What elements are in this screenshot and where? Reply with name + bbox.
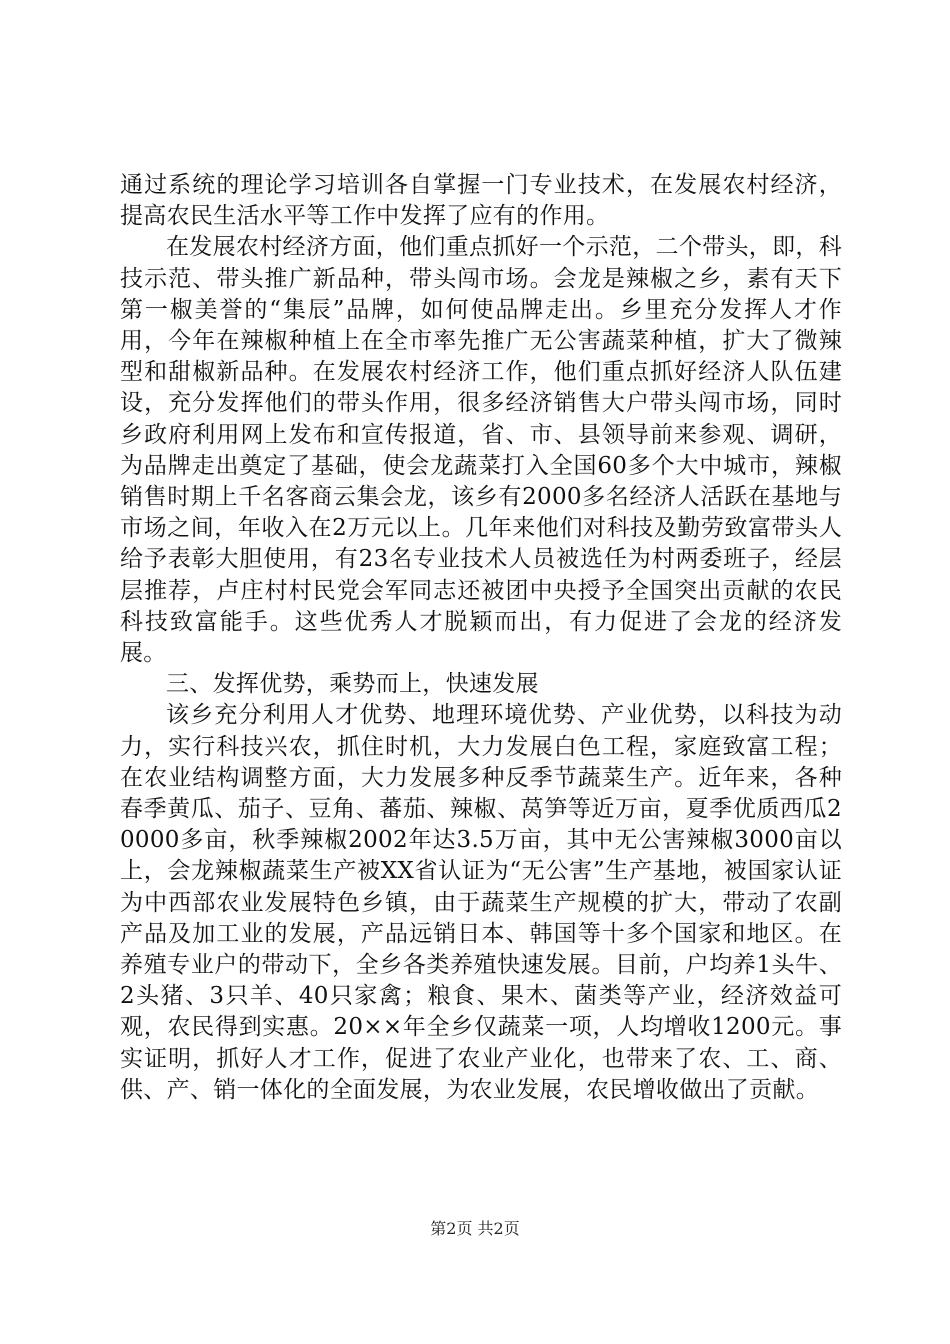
page-number-footer: 第2页 共2页 xyxy=(430,1219,520,1238)
paragraph-rural-economy: 在发展农村经济方面，他们重点抓好一个示范，二个带头，即，科技示范、带头推广新品种，带头闯市场。会龙是辣椒之乡，素有天下第一椒美誉的“集辰”品牌，如何使品牌走出。乡里充分发挥人才作用，今年在辣椒种植上在全市率先推广无公害蔬菜种植，扩大了微辣型和甜椒新品种。在发展农村经济工作，他们重点抓好经济人队伍建设，充分发挥他们的带头作用，很多经济销售大户带头闯市场，同时乡政府利用网上发布和宣传报道，省、市、县领导前来参观、调研，为品牌走出奠定了基础，使会龙蔬菜打入全国60多个大中城市，辣椒销售时期上千名客商云集会龙，该乡有2000多名经济人活跃在基地与市场之间，年收入在2万元以上。几年来他们对科技及勤劳致富带头人给予表彰大胆使用，有23名专业技术人员被选任为村两委班子，经层层推荐，卢庄村村民党会军同志还被团中央授予全国突出贡献的农民科技致富能手。这些优秀人才脱颖而出，有力促进了会龙的经济发展。 xyxy=(120,234,842,667)
document-body xyxy=(120,170,842,1106)
section-heading: 三、发挥优势，乘势而上，快速发展 xyxy=(166,671,539,698)
paragraph-continuation: 通过系统的理论学习培训各自掌握一门专业技术，在发展农村经济，提高农民生活水平等工作中发挥了应有的作用。 xyxy=(120,172,842,230)
paragraph-development: 该乡充分利用人才优势、地理环境优势、产业优势，以科技为动力，实行科技兴农，抓住时机，大力发展白色工程，家庭致富工程；在农业结构调整方面，大力发展多种反季节蔬菜生产。近年来，各种春季黄瓜、茄子、豆角、蕃茄、辣椒、莴笋等近万亩，夏季优质西瓜20000多亩，秋季辣椒2002年达3.5万亩，其中无公害辣椒3000亩以上，会龙辣椒蔬菜生产被XX省认证为“无公害”生产基地，被国家认证为中西部农业发展特色乡镇，由于蔬菜生产规模的扩大，带动了农副产品及加工业的发展，产品远销日本、韩国等十多个国家和地区。在养殖专业户的带动下，全乡各类养殖快速发展。目前，户均养1头牛、2头猪、3只羊、40只家禽；粮食、果木、菌类等产业，经济效益可观，农民得到实惠。20××年全乡仅蔬菜一项，人均增收1200元。事实证明，抓好人才工作，促进了农业产业化，也带来了农、工、商、供、产、销一体化的全面发展，为农业发展，农民增收做出了贡献。 xyxy=(120,702,842,1103)
